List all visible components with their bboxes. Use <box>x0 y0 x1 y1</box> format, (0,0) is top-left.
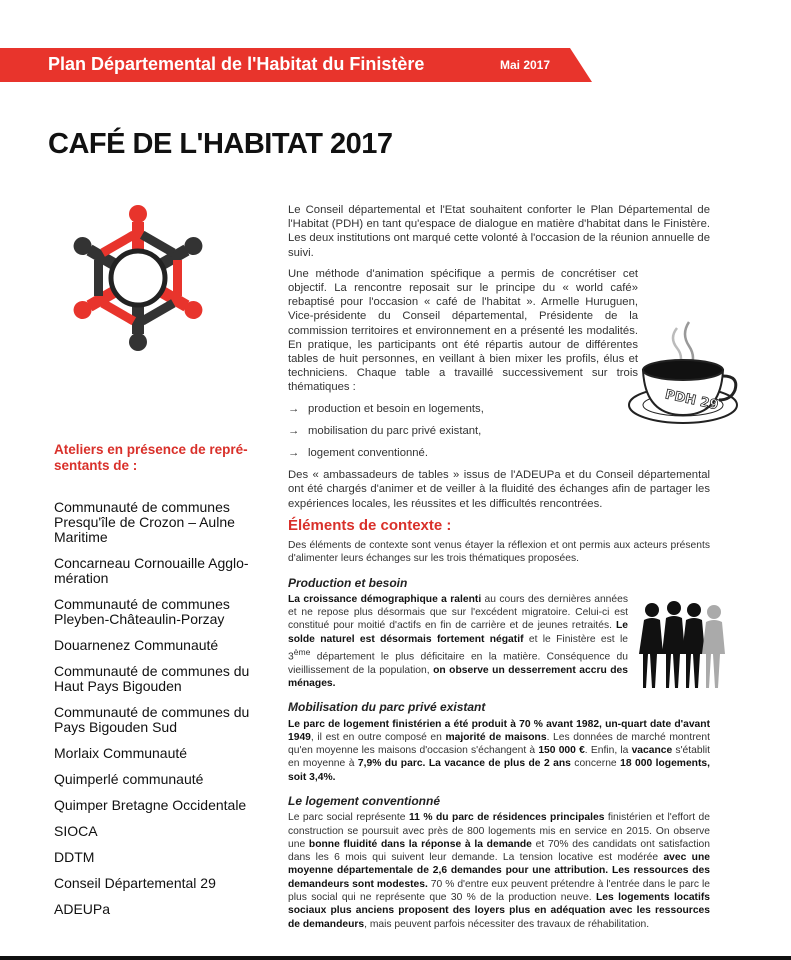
header-banner <box>0 48 592 82</box>
list-item: Conseil Départemental 29 <box>54 875 216 891</box>
list-item: Quimperlé communauté <box>54 771 204 787</box>
people-silhouettes-illustration <box>638 598 728 690</box>
document-date: Mai 2017 <box>500 58 551 72</box>
production-title: Production et besoin <box>288 575 408 590</box>
member-list <box>54 500 279 928</box>
list-item: → logement conventionné. <box>288 447 428 460</box>
social-housing-title: Le logement conventionné <box>288 794 441 809</box>
coffee-cup-illustration <box>625 320 740 430</box>
list-item: Communauté de communes Presqu'île de Crozon – Aulne Maritime <box>54 499 235 545</box>
list-item: Concarneau Cornouaille Agglo-mération <box>54 555 249 586</box>
list-item: → production et besoin en logements, <box>288 402 484 415</box>
bottom-divider <box>0 956 791 960</box>
list-item: Communauté de communes Pleyben-Châteaulin-Porzay <box>54 596 230 627</box>
private-stock-title: Mobilisation du parc privé existant <box>288 700 486 715</box>
private-stock-paragraph: Le parc de logement finistérien a été produit à 70 % avant 1982, un-quart date d'avant 1949, il est en outre composé en majorité de maisons. Les données de marché montrent qu'en moyenne les maisons d'occasion s'échangent à 150 000 €. Enfin, la vacance s'établit en moyenne à 7,9% du parc. La vacance de plus de 2 ans concerne 18 000 logements, soit 3,4%. <box>288 718 711 783</box>
social-housing-paragraph: Le parc social représente 11 % du parc de résidences principales finistérien et l'effort de construction se poursuit avec près de 800 logements mis en service en 2015. On observe une bonne fluidité dans la réponse à la demande et 70% des candidats ont satisfaction dans les 6 mois qui suivent leur demande. La tension locative est modérée avec une moyenne départementale de 2,6 demandes pour une attribution. Les ressources des demandeurs sont modestes. 70 % d'entre eux peuvent prétendre à l'entrée dans le parc le plus social qui ne représente que 30 % de la production neuve. Les logements locatifs sociaux plus anciens proposent des loyers plus en adéquation avec les ressources de demandeurs, mais peuvent parfois nécessiter des travaux de réhabilitation. <box>288 812 710 930</box>
arrow-right-icon: → <box>288 402 300 415</box>
context-section-title: Éléments de contexte : <box>288 516 452 534</box>
arrow-right-icon: → <box>288 447 300 460</box>
document-series-title: Plan Départemental de l'Habitat du Finistère <box>48 54 425 74</box>
cafe-habitat-logo <box>60 200 216 356</box>
method-paragraph: Une méthode d'animation spécifique a permis de concrétiser cet objectif. La rencontre reposait sur le principe du « world café» rebaptisé pour l'occasion « café de l'habitat ». Armelle Huruguen, Vice-présidente du Conseil départemental, Présidente de la commission territoires et environnement en a présenté les modalités. En pratique, les participants ont été répartis autour de différentes tables de huit personnes, en veillant à bien mixer les profils, élus et techniciens. Chaque table a travaillé successivement sur trois thématiques : <box>288 267 638 394</box>
list-item: Quimper Bretagne Occidentale <box>54 797 247 813</box>
sidebar-heading: Ateliers en présence de repré-sentants de : <box>54 442 248 473</box>
list-item: Communauté de communes du Pays Bigouden Sud <box>54 704 250 735</box>
svg-text:PDH 29: PDH 29 <box>663 387 720 414</box>
list-item: Communauté de communes du Haut Pays Bigouden <box>54 663 250 694</box>
list-item: → mobilisation du parc privé existant, <box>288 424 482 437</box>
ambassadors-paragraph: Des « ambassadeurs de tables » issus de l'ADEUPa et du Conseil départemental ont été chargés d'animer et de veiller à la fluidité des échanges afin de partager les expériences locales, les réussites et les difficultés rencontrées. <box>288 469 710 510</box>
arrow-right-icon: → <box>288 424 300 437</box>
list-item: DDTM <box>54 849 95 865</box>
main-column <box>288 203 710 938</box>
intro-paragraph: Le Conseil départemental et l'Etat souhaitent conforter le Plan Départemental de l'Habitat (PDH) en tant qu'espace de dialogue en matière d'habitat dans le Finistère. Les deux institutions ont marqué cette volonté à l'occasion de la réunion annuelle de suivi. <box>288 204 710 259</box>
list-item: Douarnenez Communauté <box>54 637 219 653</box>
list-item: ADEUPa <box>54 901 111 917</box>
production-paragraph: La croissance démographique a ralenti au cours des dernières années et ne repose plus désormais que sur l'excédent migratoire. Celui-ci est constitué pour moitié d'actifs en fin de carrière et de jeunes retraités. Le solde naturel est désormais fortement négatif et le Finistère est le 3ème département le plus déficitaire en la matière. Conséquence du vieillissement de la population, on observe un desserrement accru des ménages. <box>288 593 629 690</box>
list-item: Morlaix Communauté <box>54 745 188 761</box>
context-intro: Des éléments de contexte sont venus étayer la réflexion et ont permis aux acteurs présents d'alimenter leurs échanges sur les trois thématiques proposées. <box>288 540 710 565</box>
list-item: SIOCA <box>54 823 98 839</box>
page-title: CAFÉ DE L'HABITAT 2017 <box>48 128 393 160</box>
